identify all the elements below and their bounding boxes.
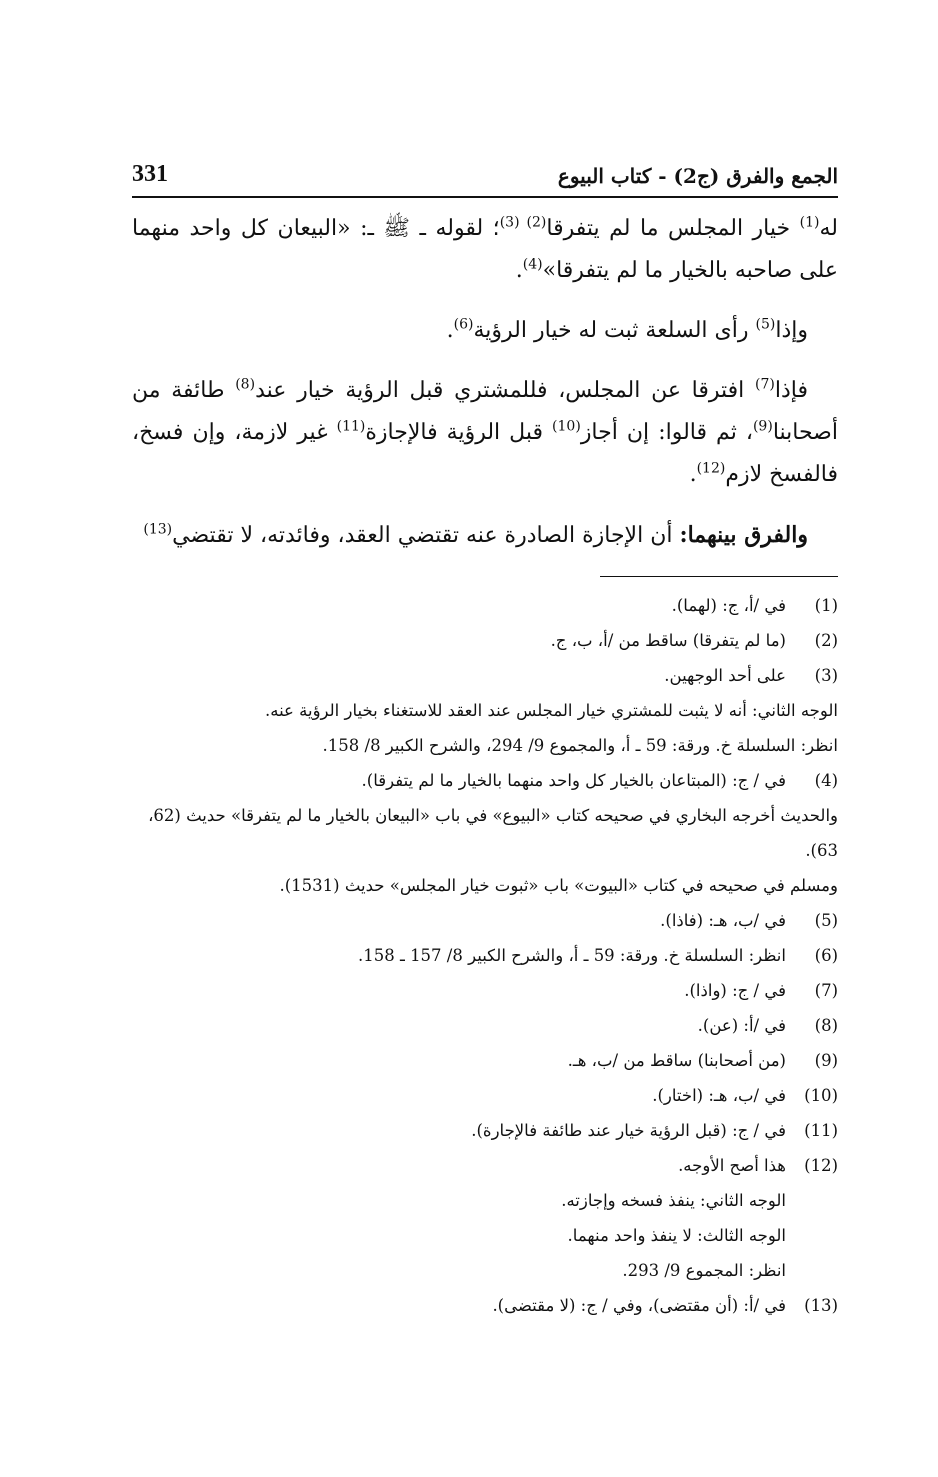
footnote-11: (11) في / ج: (قبل الرؤية خيار عند طائفة فالإجارة). [471,1121,838,1140]
footnote-12-source: انظر: المجموع 9/ 293. [622,1261,786,1280]
footnote-ref-8: (8) [235,376,256,393]
page-number: 331 [132,161,168,187]
footnote-12-second: الوجه الثاني: ينفذ فسخه وإجازته. [561,1191,786,1210]
footnote-13: (13) في /أ: (أن مقتضى)، وفي / ج: (لا مقتضى). [492,1296,838,1315]
footnote-ref-10: (10) [552,418,581,435]
footnote-6: (6) انظر: السلسلة خ. ورقة: 59 ـ أ، والشرح الكبير 8/ 157 ـ 158. [357,946,838,965]
footnote-separator [600,576,838,577]
paragraph-2: وإذا$^{(5)}$ رأى السلعة ثبت له خيار الرؤية$^{(6)}$. [446,316,808,343]
footnote-10: (10) في /ب، هـ: (اختار). [652,1086,838,1105]
footnote-4: (4) في / ج: (المبتاعان بالخيار كل واحد منهما بالخيار ما لم يتفرقا). [361,771,838,790]
footnote-12: (12) هذا أصح الأوجه. [678,1156,838,1175]
footnote-8: (8) في /أ: (عن). [697,1016,838,1035]
footnote-ref-4: (4) [522,256,543,273]
footnote-ref-3: (3) [499,214,527,231]
footnote-ref-13: (13) [143,521,173,538]
footnote-4-note: والحديث أخرجه البخاري في صحيحه كتاب «البيوع» في باب «البيعان بالخيار ما لم يتفرقا» حديث (62، 63). [148,806,838,860]
footnote-3-source: انظر: السلسلة خ. ورقة: 59 ـ أ، والمجموع 9/ 294، والشرح الكبير 8/ 158. [322,736,838,755]
footnote-1: (1) في /أ، ج: (لهما). [671,596,838,615]
footnote-ref-5: (5) [755,316,776,333]
footnote-4-source: ومسلم في صحيحه في كتاب «البيوت» باب «ثبوت خيار المجلس» حديث (1531). [279,876,838,895]
section-lead: والفرق بينهما: [679,522,808,548]
footnote-5: (5) في /ب، هـ: (فاذا). [660,911,838,930]
footnote-ref-6: (6) [453,316,474,333]
paragraph-3: فإذا$^{(7)}$ افترقا عن المجلس، فللمشتري قبل الرؤية خيار عند$^{(8)}$ طائفة من أصحابنا$^{(9)}$، ثم قالوا: إن أجاز$^{(10)}$ قبل الرؤية فالإجازة$^{(11)}$ غير لازمة، وإن فسخ، فالفسخ لازم$^{(12)}$. [132,376,838,487]
footnote-ref-1: (1) [799,214,820,231]
paragraph-4: والفرق بينهما: أن الإجازة الصادرة عنه تقتضي العقد، وفائدته، لا تقتضي$^{(13)}$ [143,521,808,548]
footnote-ref-11: (11) [336,418,366,435]
footnotes [132,588,838,1323]
footnote-2: (2) (ما لم يتفرقا) ساقط من /أ، ب، ج. [550,631,838,650]
footnote-9: (9) (من أصحابنا) ساقط من /ب، هـ. [567,1051,838,1070]
footnote-3: (3) على أحد الوجهين. [664,666,838,685]
footnote-3-note: الوجه الثاني: أنه لا يثبت للمشتري خيار المجلس عند العقد للاستغناء بخيار الرؤية عنه. [264,701,838,720]
footnote-ref-12: (12) [696,460,726,477]
footnote-ref-2: (2) [526,214,547,231]
footnote-ref-9: (9) [752,418,773,435]
page-header [132,152,838,198]
main-text [132,208,838,575]
paragraph-1: له$^{(1)}$ خيار المجلس ما لم يتفرقا$^{(2)}$ $^{(3)}$؛ لقوله ـ ﷺ ـ: «البيعان كل واحد منهما على صاحبه بالخيار ما لم يتفرقا»$^{(4)}$. [132,214,838,283]
footnote-7: (7) في / ج: (واذا). [684,981,838,1000]
footnote-ref-7: (7) [755,376,775,393]
running-title: الجمع والفرق (ج2) - كتاب البيوع [557,164,838,188]
footnote-12-third: الوجه الثالث: لا ينفذ واحد منهما. [567,1226,786,1245]
